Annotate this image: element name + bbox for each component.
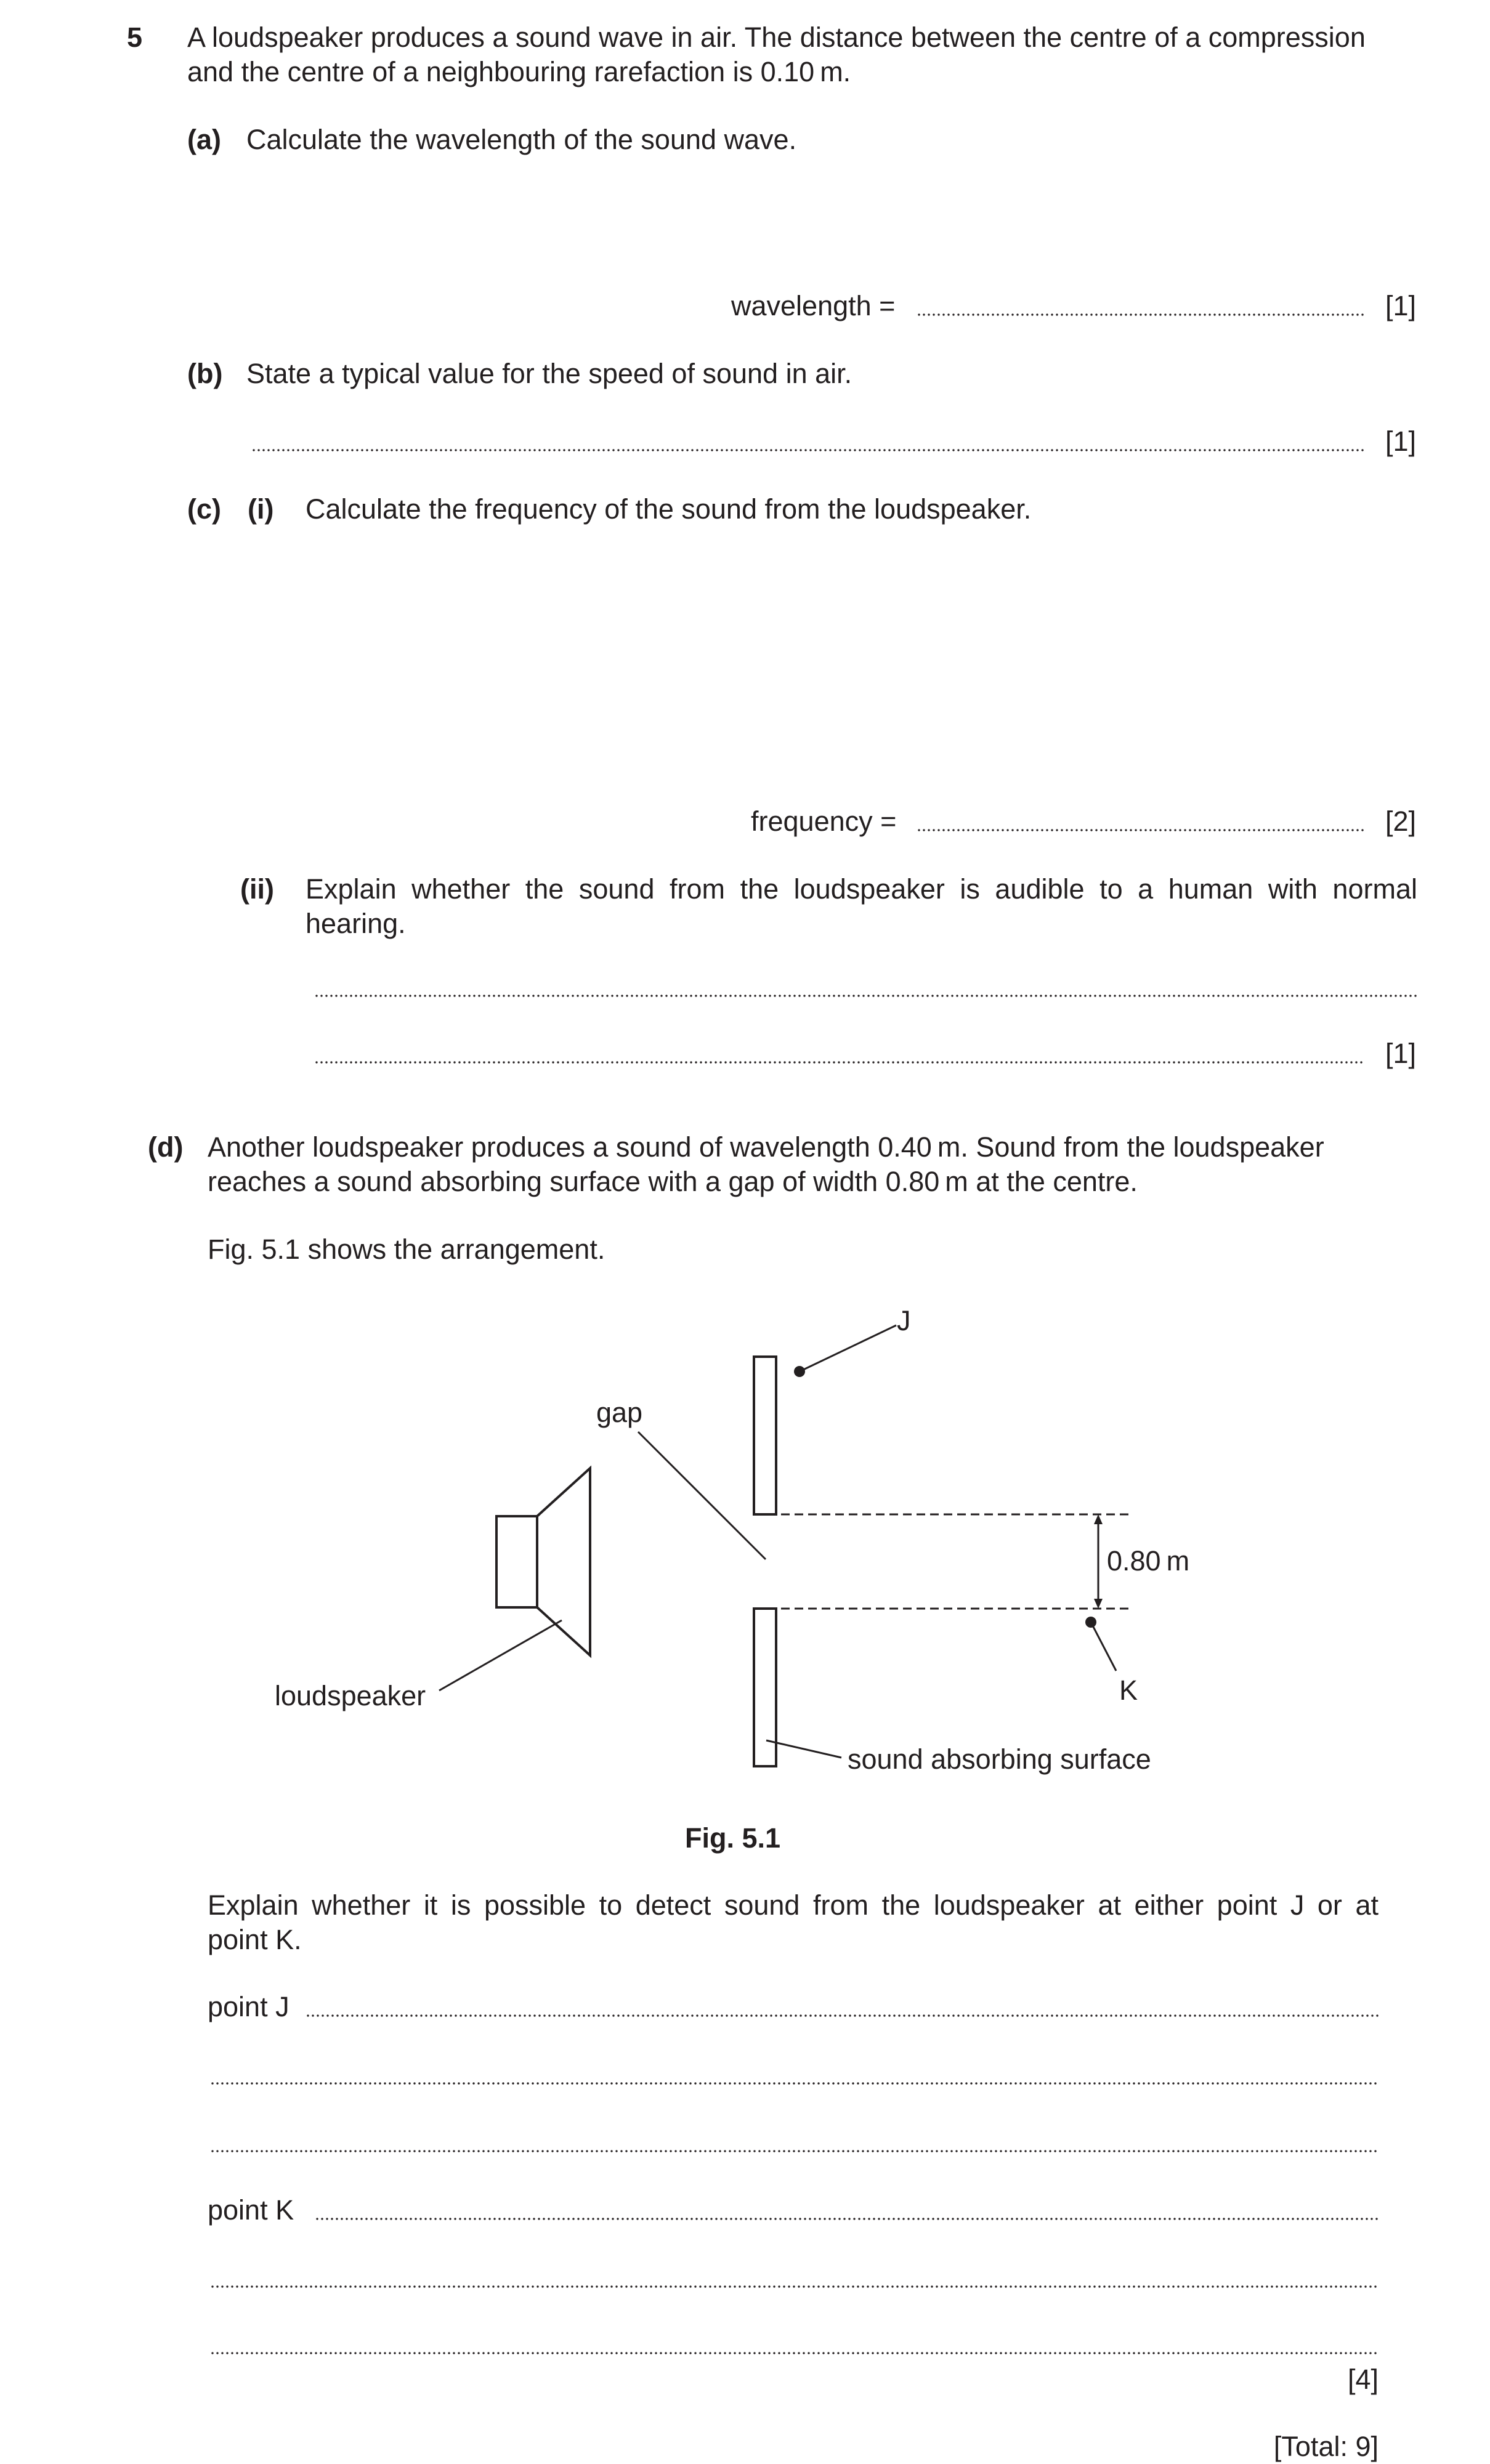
part-d-marks: [4] [1347, 2364, 1379, 2395]
label-gap: gap [596, 1397, 643, 1428]
label-loudspeaker: loudspeaker [275, 1680, 426, 1711]
part-c-ii-question-line-2: hearing. [306, 908, 406, 939]
part-c-ii-question-line-1: Explain whether the sound from the loudspeaker is audible to a human with normal [306, 873, 1417, 905]
width-arrowhead-top [1094, 1514, 1103, 1524]
part-d-text-line-1: Another loudspeaker produces a sound of wavelength 0.40 m. Sound from the loudspeaker [208, 1131, 1324, 1163]
part-b-question: State a typical value for the speed of sound in air. [246, 358, 852, 389]
part-a-question: Calculate the wavelength of the sound wave. [246, 124, 797, 155]
loudspeaker-cone [537, 1468, 590, 1655]
figure-intro: Fig. 5.1 shows the arrangement. [208, 1234, 605, 1265]
frequency-answer-label: frequency = [751, 806, 897, 837]
part-b-label: (b) [187, 358, 223, 389]
part-a-marks: [1] [1385, 290, 1416, 321]
label-k: K [1119, 1674, 1138, 1706]
point-j-label: point J [208, 1991, 289, 2022]
point-j-answer-line-2[interactable] [210, 2082, 1379, 2085]
label-width: 0.80 m [1107, 1545, 1190, 1577]
loudspeaker-leader-line [439, 1620, 562, 1690]
loudspeaker-body [496, 1516, 537, 1607]
part-c-ii-label: (ii) [240, 873, 274, 905]
figure-caption: Fig. 5.1 [685, 1822, 781, 1854]
point-k-dot [1085, 1617, 1096, 1628]
part-d-label: (d) [148, 1131, 184, 1163]
part-c-ii-marks: [1] [1385, 1038, 1416, 1069]
label-surface: sound absorbing surface [848, 1743, 1151, 1775]
part-c-label: (c) [187, 493, 221, 525]
part-d-question-line-2: point K. [208, 1924, 302, 1955]
part-b-marks: [1] [1385, 426, 1416, 457]
question-number: 5 [127, 22, 143, 53]
part-c-i-label: (i) [248, 493, 274, 525]
part-a-label: (a) [187, 124, 221, 155]
point-j-answer-line-1[interactable] [306, 2014, 1379, 2018]
surface-leader-line [766, 1740, 841, 1758]
point-k-answer-line-2[interactable] [210, 2285, 1379, 2288]
point-j-dot [794, 1366, 805, 1377]
j-leader-line [800, 1325, 896, 1371]
part-d-text-line-2: reaches a sound absorbing surface with a gap of width 0.80 m at the centre. [208, 1166, 1138, 1197]
point-k-answer-line-3[interactable] [210, 2351, 1379, 2355]
point-k-label: point K [208, 2194, 294, 2226]
upper-barrier [754, 1357, 776, 1514]
question-intro-line-2: and the centre of a neighbouring rarefaction is 0.10 m. [187, 56, 851, 87]
point-j-answer-line-3[interactable] [210, 2149, 1379, 2153]
question-intro-line-1: A loudspeaker produces a sound wave in air. The distance between the centre of a compression [187, 22, 1366, 53]
part-c-i-marks: [2] [1385, 806, 1416, 837]
point-k-answer-line-1[interactable] [315, 2217, 1379, 2221]
part-c-i-question: Calculate the frequency of the sound from the loudspeaker. [306, 493, 1032, 525]
gap-leader-line [638, 1432, 766, 1559]
part-d-question-line-1: Explain whether it is possible to detect sound from the loudspeaker at either point J or at [208, 1889, 1379, 1921]
total-marks: [Total: 9] [1273, 2431, 1379, 2462]
label-j: J [897, 1305, 911, 1336]
width-arrowhead-bottom [1094, 1599, 1103, 1609]
k-leader-line [1091, 1622, 1116, 1671]
wavelength-answer-label: wavelength = [731, 290, 896, 321]
